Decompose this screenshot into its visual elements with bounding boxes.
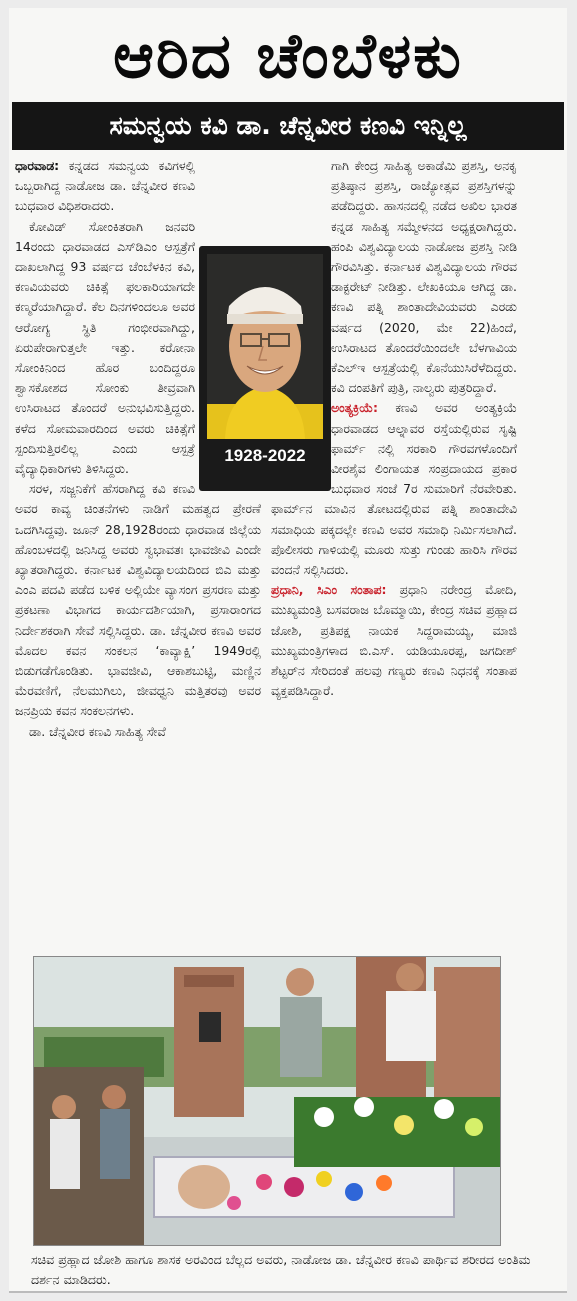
- photo-caption: ಸಚಿವ ಪ್ರಹ್ಲಾದ ಜೋಶಿ ಹಾಗೂ ಶಾಸಕ ಅರವಿಂದ ಬೆಲ್ಲದ ಅವರು, ನಾಡೋಜ ಡಾ. ಚೆನ್ನವೀರ ಕಣವಿ ಪಾರ್ಥಿವ ಶರೀರದ ಅಂತಿಮ ದರ್ಶನ ಮಾಡಿದರು.: [31, 1252, 531, 1287]
- tribute-photo: [33, 956, 501, 1246]
- headline: ಆರಿದ ಚೆಂಬೆಳಕು: [113, 19, 463, 92]
- life-years: 1928-2022: [224, 446, 306, 465]
- article-paragraph: ಗಾಗಿ ಕೇಂದ್ರ ಸಾಹಿತ್ಯ ಅಕಾಡೆಮಿ ಪ್ರಶಸ್ತಿ, ಅನಕೃ ಪ್ರತಿಷ್ಠಾನ ಪ್ರಶಸ್ತಿ, ರಾಜ್ಯೋತ್ಸವ ಪ್ರಶಸ್ತಿಗಳನ್ನು ಪಡೆದಿದ್ದರು. ಹಾಸನದಲ್ಲಿ ನಡೆದ ಅಖಿಲ ಭಾರತ ಕನ್ನಡ ಸಾಹಿತ್ಯ ಸಮ್ಮೇಳನದ ಅಧ್ಯಕ್ಷರಾಗಿದ್ದರು. ಹಂಪಿ ವಿಶ್ವವಿದ್ಯಾಲಯ ನಾಡೋಜ ಪ್ರಶಸ್ತಿ ನೀಡಿ ಗೌರವಿಸಿತ್ತು. ಕರ್ನಾಟಕ ವಿಶ್ವವಿದ್ಯಾಲಯ ಗೌರವ ಡಾಕ್ಟರೇಟ್ ನೀಡಿತ್ತು. ಲೇಖಕಿಯೂ ಆಗಿದ್ದ ಡಾ. ಕಣವಿ ಪತ್ನಿ ಶಾಂತಾದೇವಿಯವರು ಎರಡು ವರ್ಷದ (2020, ಮೇ 22)ಹಿಂದೆ, ಉಸಿರಾಟದ ತೊಂದರೆಯಿಂದಲೇ ಬೆಳಗಾವಿಯ ಕೆಎಲ್‌ಇ ಆಸ್ಪತ್ರೆಯಲ್ಲಿ ಕೊನೆಯುಸಿರೆಳೆದಿದ್ದರು. ಕವಿ ದಂಪತಿಗೆ ಪುತ್ರಿ, ನಾಲ್ವರು ಪುತ್ರರಿದ್ದಾರೆ.: [331, 158, 517, 396]
- tribute-photo-illustration: [34, 957, 500, 1245]
- article-paragraph: ಡಾ. ಚೆನ್ನವೀರ ಕಣವಿ ಸಾಹಿತ್ಯ ಸೇವೆ: [29, 723, 166, 739]
- section-label-condolence: ಪ್ರಧಾನಿ, ಸಿಎಂ ಸಂತಾಪ:: [271, 582, 387, 598]
- article-paragraph: [271, 580, 517, 701]
- dateline: ಧಾರವಾಡ:: [15, 158, 60, 173]
- section-label-funeral: ಅಂತ್ಯಕ್ರಿಯೆ:: [331, 400, 378, 416]
- portrait-illustration: [207, 254, 323, 439]
- paragraph-text: ಕನ್ನಡದ ಸಮನ್ವಯ ಕವಿಗಳಲ್ಲಿ ಒಬ್ಬರಾಗಿದ್ದ ನಾಡೋಜ ಡಾ. ಚೆನ್ನವೀರ ಕಣವಿ ಬುಧವಾರ ವಿಧಿಶರಾದರು.: [15, 158, 195, 214]
- paragraph-text: ಪ್ರಧಾನಿ ನರೇಂದ್ರ ಮೋದಿ, ಮುಖ್ಯಮಂತ್ರಿ ಬಸವರಾಜ ಬೊಮ್ಮಾಯಿ, ಕೇಂದ್ರ ಸಚಿವ ಪ್ರಹ್ಲಾದ ಜೋಶಿ, ಪ್ರತಿಪಕ್ಷ ನಾಯಕ ಸಿದ್ದರಾಮಯ್ಯ, ಮಾಜಿ ಮುಖ್ಯಮಂತ್ರಿಗಳಾದ ಬಿ.ಎಸ್. ಯಡಿಯೂರಪ್ಪ, ಜಗದೀಶ್ ಶೆಟ್ಟರ್‌ನ ಸೇರಿದಂತೆ ಹಲವು ಗಣ್ಯರು ಕಣವಿ ನಿಧನಕ್ಕೆ ಸಂತಾಪ ವ್ಯಕ್ತಪಡಿಸಿದ್ದಾರೆ.: [271, 582, 517, 699]
- article-paragraph: ಸರಳ, ಸಜ್ಜನಿಕೆಗೆ ಹೆಸರಾಗಿದ್ದ ಕವಿ ಕಣವಿ ಅವರ ಕಾವ್ಯ ಚಿಂತನೆಗಳು ನಾಡಿಗೆ ಮಹತ್ವದ ಪ್ರೇರಣೆ ಒದಗಿಸಿದ್ದವು. ಜೂನ್ 28,1928ರಂದು ಧಾರವಾಡ ಜಿಲ್ಲೆಯ ಹೊಂಬಳದಲ್ಲಿ ಜನಿಸಿದ್ದ ಅವರು ಸ್ವಭಾವತಃ ಭಾವಜೀವಿ ಎಂದೇ ಖ್ಯಾತರಾಗಿದ್ದರು. ಕರ್ನಾಟಕ ವಿಶ್ವವಿದ್ಯಾಲಯದಿಂದ ಬಿಎ ಮತ್ತು ಎಂಎ ಪದವಿ ಪಡೆದ ಬಳಿಕ ಅಲ್ಲಿಯೇ ವ್ಯಾಸಂಗ ಪ್ರಸರಣ ಮತ್ತು ಪ್ರಕಟಣಾ ವಿಭಾಗದ ಕಾರ್ಯದರ್ಶಿಯಾಗಿ, ಪ್ರಸಾರಾಂಗದ ನಿರ್ದೇಶಕರಾಗಿ ಸೇವೆ ಸಲ್ಲಿಸಿದ್ದರು. ಡಾ. ಚೆನ್ನವೀರ ಕಣವಿ ಅವರ ಮೊದಲ ಕವನ ಸಂಕಲನ ‘ಕಾವ್ಯಾಕ್ಷಿ’ 1949ರಲ್ಲಿ ಬಿಡುಗಡೆಗೊಂಡಿತು. ಭಾವಜೀವಿ, ಆಕಾಶಬುಟ್ಟಿ, ಮಣ್ಣಿನ ಮೆರವಣಿಗೆ, ನೆಲಮುಗಿಲು, ಜೀವಧ್ವನಿ ಮತ್ತಿತರವು ಅವರ ಜನಪ್ರಿಯ ಕವನ ಸಂಕಲನಗಳು.: [15, 481, 261, 719]
- newspaper-clipping: [9, 8, 567, 1293]
- subheadline: ಸಮನ್ವಯ ಕವಿ ಡಾ. ಚೆನ್ನವೀರ ಕಣವಿ ಇನ್ನಿಲ್ಲ: [12, 102, 564, 150]
- article-paragraph: ಕೋವಿಡ್ ಸೋಂಕಿತರಾಗಿ ಜನವರಿ 14ರಂದು ಧಾರವಾಡದ ಎಸ್‌ಡಿಎಂ ಆಸ್ಪತ್ರೆಗೆ ದಾಖಲಾಗಿದ್ದ 93 ವರ್ಷದ ಚೆಂಬೆಳಕಿನ ಕವಿ, ಕಣವಿಯವರು ಚಿಕಿತ್ಸೆ ಫಲಕಾರಿಯಾಗದೇ ಕಣ್ಮರೆಯಾಗಿದ್ದಾರೆ. ಕೆಲ ದಿನಗಳಿಂದಲೂ ಅವರ ಆರೋಗ್ಯ ಸ್ಥಿತಿ ಗಂಭೀರವಾಗಿದ್ದು, ಏರುಪೇರಾಗುತ್ತಲೇ ಇತ್ತು. ಕರೋನಾ ಸೋಂಕಿನಿಂದ ಹೊರ ಬಂದಿದ್ದರೂ ಶ್ವಾಸಕೋಶದ ಸೋಂಕು ತೀವ್ರವಾಗಿ ಉಸಿರಾಟದ ತೊಂದರೆ ಅನುಭವಿಸುತ್ತಿದ್ದರು. ಕಳೆದ ಸೋಮವಾರದಿಂದ ಅವರು ಚಿಕಿತ್ಸೆಗೆ ಸ್ಪಂದಿಸುತ್ತಿರಲಿಲ್ಲ ಎಂದು ಆಸ್ಪತ್ರೆ ವೈದ್ಯಾಧಿಕಾರಿಗಳು ತಿಳಿಸಿದ್ದರು.: [15, 218, 195, 477]
- portrait-box: [199, 246, 331, 491]
- portrait-photo: [207, 254, 323, 439]
- portrait-spacer: [271, 156, 331, 246]
- paragraph-text: ಕಣವಿ ಅವರ ಅಂತ್ಯಕ್ರಿಯೆ ಧಾರವಾಡದ ಆಲ್ನಾವರ ರಸ್ತೆಯಲ್ಲಿರುವ ಸೃಷ್ಟಿ ಫಾರ್ಮ್‌ ನಲ್ಲಿ ಸರಕಾರಿ ಗೌರವಗಳೊಂದಿಗೆ ವೀರಶೈವ ಲಿಂಗಾಯತ ಸಂಪ್ರದಾಯದ ಪ್ರಕಾರ ಬುಧವಾರ ಸಂಜೆ 7ರ ಸುಮಾರಿಗೆ ನೆರವೇರಿತು. ಫಾರ್ಮ್‌ನ ಮಾವಿನ ತೋಟದಲ್ಲಿರುವ ಪತ್ನಿ ಶಾಂತಾದೇವಿ ಸಮಾಧಿಯ ಪಕ್ಕದಲ್ಲೇ ಕಣವಿ ಅವರ ಸಮಾಧಿ ನಿರ್ಮಿಸಲಾಗಿದೆ. ಪೊಲೀಸರು ಗಾಳಿಯಲ್ಲಿ ಮೂರು ಸುತ್ತು ಗುಂಡು ಹಾರಿಸಿ ಗೌರವ ವಂದನೆ ಸಲ್ಲಿಸಿದರು.: [271, 400, 517, 578]
- portrait-spacer: [195, 156, 261, 246]
- bottom-rule: [9, 1291, 567, 1293]
